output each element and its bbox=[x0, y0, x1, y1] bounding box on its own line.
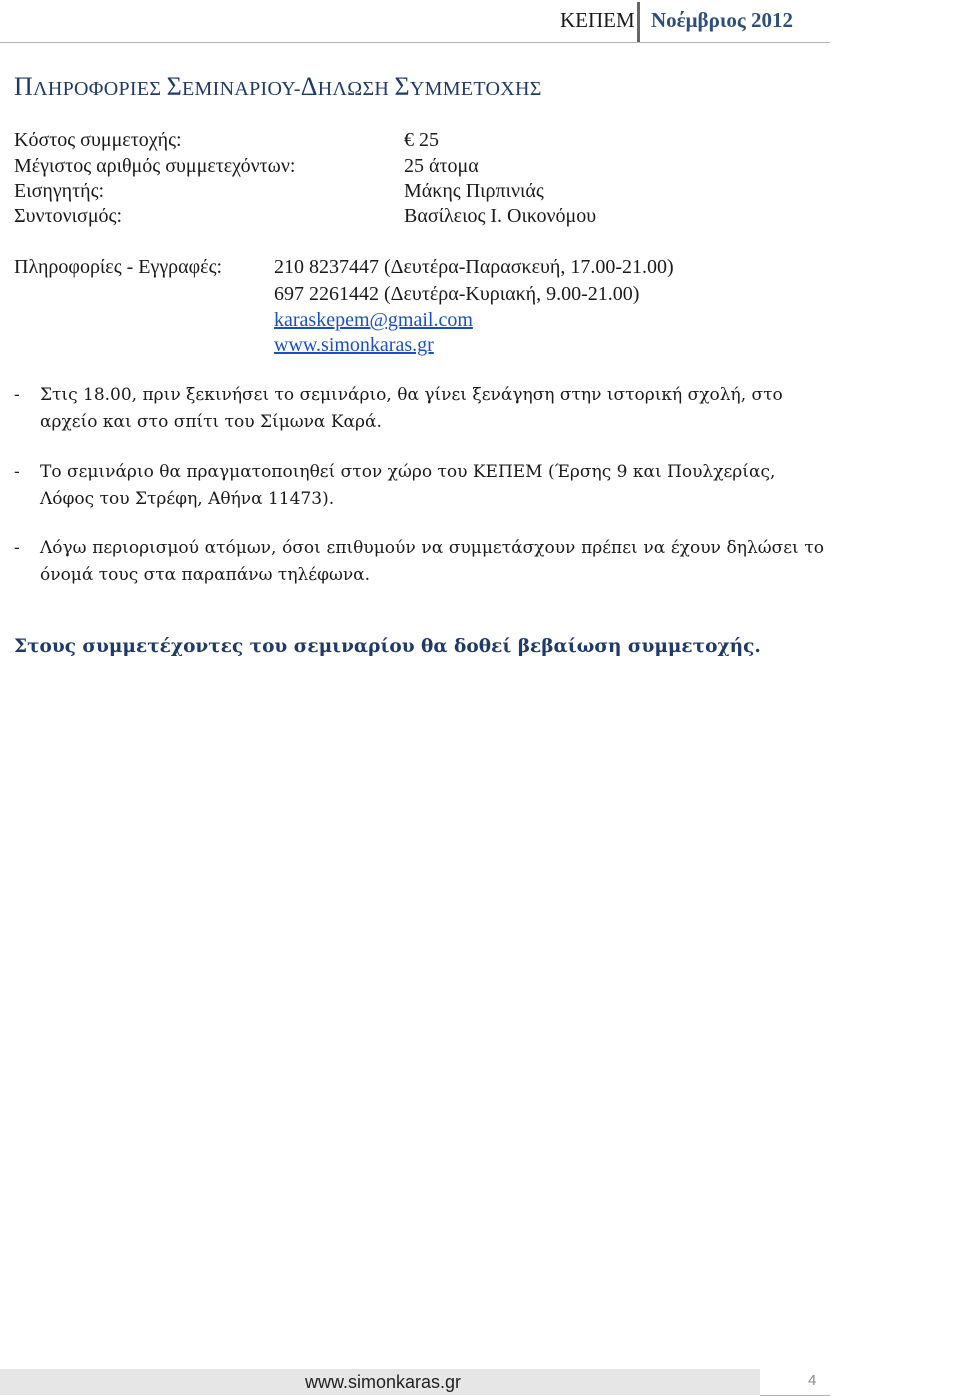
info-label-cost: Κόστος συμμετοχής: bbox=[14, 129, 182, 151]
header-rule bbox=[0, 42, 830, 43]
info-value-max-participants: 25 άτομα bbox=[404, 155, 479, 177]
bullet-registration bbox=[14, 535, 824, 589]
info-value-speaker: Μάκης Πιρπινιάς bbox=[404, 180, 544, 202]
page-number: 4 bbox=[808, 1372, 817, 1389]
info-value-coordination: Βασίλειος Ι. Οικονόμου bbox=[404, 205, 597, 227]
title-rest-3: ΗΛΩΣΗ bbox=[317, 78, 395, 100]
bullet-text: Λόγω περιορισμού ατόμων, όσοι επιθυμούν να συμμετάσχουν πρέπει να έχουν δηλώσει το όνομά τους στα παραπάνω τηλέφωνα. bbox=[40, 538, 824, 585]
contact-phone-1: 210 8237447 (Δευτέρα-Παρασκευή, 17.00-21.00) bbox=[274, 256, 674, 278]
contact-website-link[interactable]: www.simonkaras.gr bbox=[274, 334, 434, 356]
header-org: ΚΕΠΕΜ bbox=[560, 8, 635, 32]
title-cap-2: Σ bbox=[166, 72, 183, 101]
title-cap-4: Σ bbox=[394, 72, 410, 101]
page-title bbox=[14, 72, 542, 102]
bullet-tour bbox=[14, 382, 824, 436]
contact-label: Πληροφορίες - Εγγραφές: bbox=[14, 256, 223, 278]
bullet-text: Το σεμινάριο θα πραγματοποιηθεί στον χώρο του ΚΕΠΕΜ (Έρσης 9 και Πουλχερίας, Λόφος του Στρέφη, Αθήνα 11473). bbox=[40, 462, 776, 509]
certificate-notice: Στους συμμετέχοντες του σεμιναρίου θα δοθεί βεβαίωση συμμετοχής. bbox=[14, 636, 761, 657]
info-label-coordination: Συντονισμός: bbox=[14, 205, 123, 227]
info-label-max-participants: Μέγιστος αριθμός συμμετεχόντων: bbox=[14, 155, 296, 177]
contact-email-link[interactable]: karaskepem@gmail.com bbox=[274, 309, 473, 331]
bullet-dash: - bbox=[14, 385, 20, 405]
bullet-text: Στις 18.00, πριν ξεκινήσει το σεμινάριο, θα γίνει ξενάγηση στην ιστορική σχολή, στο αρχείο και στο σπίτι του Σίμωνα Καρά. bbox=[40, 385, 783, 432]
bullet-venue bbox=[14, 459, 824, 513]
bullet-dash: - bbox=[14, 538, 20, 558]
title-cap-1: Π bbox=[14, 72, 34, 101]
footer-website: www.simonkaras.gr bbox=[305, 1372, 462, 1392]
title-rest-1: ΛΗΡΟΦΟΡΙΕΣ bbox=[33, 78, 167, 100]
title-cap-3: Δ bbox=[300, 72, 318, 101]
info-value-cost: € 25 bbox=[404, 129, 439, 151]
contact-phone-2: 697 2261442 (Δευτέρα-Κυριακή, 9.00-21.00) bbox=[274, 283, 640, 305]
title-rest-2: ΕΜΙΝΑΡΙΟΥ- bbox=[182, 78, 301, 100]
header-date: Νοέμβριος 2012 bbox=[651, 8, 793, 32]
title-rest-4: ΥΜΜΕΤΟΧΗΣ bbox=[409, 78, 542, 100]
bullet-dash: - bbox=[14, 462, 20, 482]
info-label-speaker: Εισηγητής: bbox=[14, 180, 105, 202]
header-separator bbox=[637, 2, 640, 42]
